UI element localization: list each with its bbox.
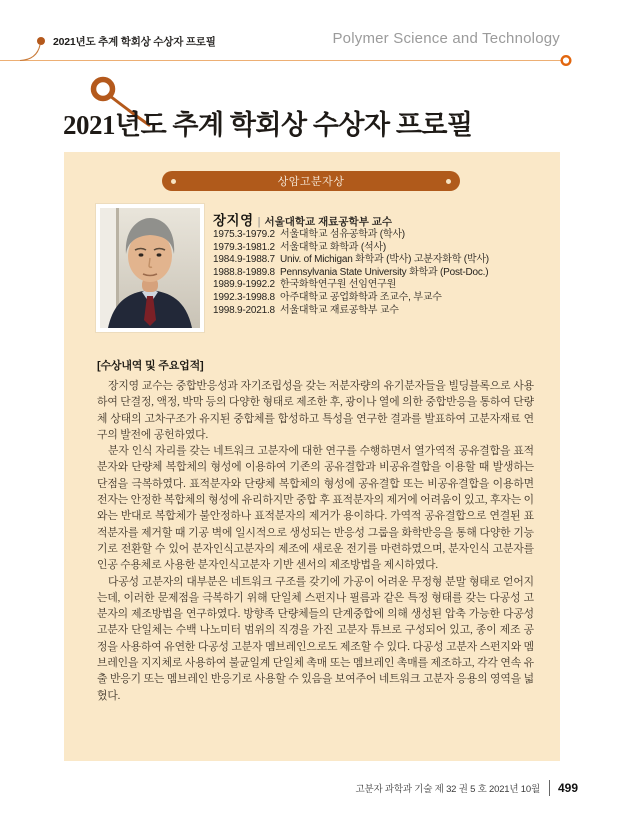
profile-photo <box>96 204 204 332</box>
career-row <box>213 279 489 292</box>
breadcrumb-dot-icon <box>37 37 45 45</box>
career-desc: 아주대학교 공업화학과 조교수, 부교수 <box>280 291 442 303</box>
career-desc: 서울대학교 재료공학부 교수 <box>280 304 399 316</box>
career-period: 1984.9-1988.7 <box>213 254 275 266</box>
career-desc: 서울대학교 섬유공학과 (학사) <box>280 229 405 240</box>
profile-name-line <box>213 209 392 229</box>
career-row <box>213 254 489 267</box>
award-panel <box>64 152 560 761</box>
journal-title: Polymer Science and Technology <box>332 30 560 47</box>
header-rule <box>0 60 561 61</box>
career-list <box>213 229 489 317</box>
achievements-heading: [수상내역 및 주요업적] <box>97 360 204 372</box>
career-row <box>213 229 489 242</box>
career-desc: Pennsylvania State University 화학과 (Post-Doc.) <box>280 266 489 278</box>
portrait-illustration <box>100 208 200 328</box>
name-separator: | <box>257 216 261 228</box>
career-period: 1979.3-1981.2 <box>213 241 275 253</box>
career-period: 1992.3-1998.8 <box>213 291 275 303</box>
footer-page-number: 499 <box>557 781 578 795</box>
career-period: 1989.9-1992.2 <box>213 279 275 291</box>
achievements-section <box>97 357 534 704</box>
profile-name: 장지영 <box>213 213 254 228</box>
career-row <box>213 242 489 255</box>
breadcrumb: 2021년도 추계 학회상 수상자 프로필 <box>53 36 216 48</box>
footer-journal-info: 고분자 과학과 기술 제 32 권 5 호 2021년 10월 <box>355 784 540 795</box>
career-row <box>213 305 489 318</box>
career-row <box>213 267 489 280</box>
achievement-paragraph: 장지영 교수는 중합반응성과 자기조립성을 갖는 저분자량의 유기분자들을 빌딩블록으로 사용하여 단결정, 액정, 박막 등의 다양한 형태로 제조한 후, 광이나 열에 의한 중합반응을 통하여 단량체 상태의 고차구조가 유지된 중합체를 합성하고 특성을 연구한 결과를 발표하여 고분자재료 연구의 발전에 공헌하였다. <box>97 380 534 441</box>
achievement-paragraph: 다공성 고분자의 대부분은 네트워크 구조를 갖기에 가공이 어려운 무정형 분말 형태로 얻어지는데, 이러한 문제점을 극복하기 위해 단일체 스펀지나 필름과 같은 특정 형태를 갖는 다공성 고분자의 제조방법을 연구하였다. 방향족 단량체들의 단계중합에 의해 생성된 압축 가능한 다공성 고분자 단일체는 수백 나노미터 범위의 직경을 가진 고분자 튜브로 구성되어 있고, 종이 제조 공정을 사용하여 유연한 다공성 고분자 멤브레인으로도 제조할 수 있다. 다공성 고분자 스펀지와 멤브레인을 지지체로 사용하여 불균일계 단일체 촉매 또는 멤브레인 촉매를 제조하고, 각각 연속 유출 반응기 또는 멤브레인 반응기로 사용할 수 있음을 보여주어 네트워크 고분자 응용의 영역을 넓혔다. <box>97 575 534 702</box>
career-desc: 서울대학교 화학과 (석사) <box>280 241 387 253</box>
award-badge <box>162 171 460 191</box>
career-period: 1988.8-1989.8 <box>213 266 275 278</box>
footer-divider <box>549 780 550 796</box>
rule-end-ring-icon <box>562 56 571 65</box>
achievement-paragraph: 분자 인식 자리를 갖는 네트워크 고분자에 대한 연구를 수행하면서 열가역적 공유결합을 표적분자와 단량체 복합체의 형성에 이용하여 기존의 공유결합과 비공유결합을 이용할 때 발생하는 단점을 극복하였다. 표적분자와 단량체 복합체의 형성에 공유결합 또는 비공유결합을 이용하면 전자는 안정한 복합체의 형성에 유리하지만 중합 후 표적분자의 제거에 어려움이 있고, 후자는 이와는 반대로 복합체가 불안정하나 표적분자의 제거가 용이하다. 가역적 공유결합으로 연결된 표적분자를 제거할 때 기공 벽에 일시적으로 생성되는 반응성 그룹을 화학반응을 통해 다양한 기능기로 전환할 수 있어 분자인식고분자의 제조에 새로운 전기를 마련하였으며, 분자인식 고분자를 인공 수용체로 사용한 분자인식고분자 기반 센서의 제조방법을 제시하였다. <box>97 445 534 572</box>
profile-affiliation: 서울대학교 재료공학부 교수 <box>264 216 393 228</box>
award-badge-label: 상암고분자상 <box>277 176 345 188</box>
career-desc: Univ. of Michigan 화학과 (박사) 고분자화학 (박사) <box>280 254 489 266</box>
badge-right-dot-icon <box>446 179 451 184</box>
career-period: 1975.3-1979.2 <box>213 229 275 240</box>
page-title: 2021년도 추계 학회상 수상자 프로필 <box>63 110 473 140</box>
page-footer <box>356 780 578 796</box>
badge-left-dot-icon <box>171 179 176 184</box>
title-ring-icon <box>94 80 113 99</box>
career-desc: 한국화학연구원 선임연구원 <box>280 279 397 291</box>
career-row <box>213 292 489 305</box>
breadcrumb-swoosh-icon <box>20 45 40 61</box>
career-period: 1998.9-2021.8 <box>213 304 275 316</box>
